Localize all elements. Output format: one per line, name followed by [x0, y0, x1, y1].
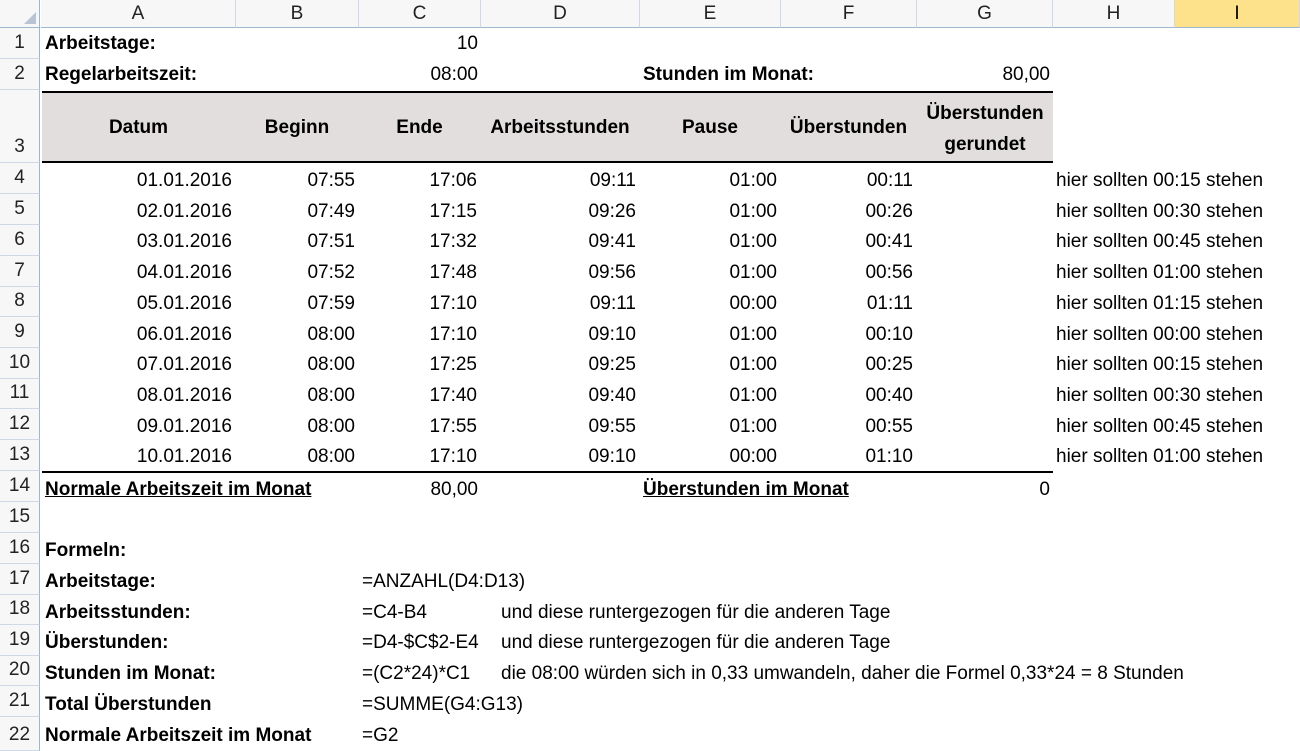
row-header-14[interactable]: 14: [0, 471, 40, 502]
cell-H13[interactable]: hier sollten 01:00 stehen: [1056, 446, 1264, 468]
cell-A2[interactable]: Regelarbeitszeit:: [45, 64, 198, 85]
cell-C20[interactable]: =(C2*24)*C1: [362, 663, 471, 685]
row-header-8[interactable]: 8: [0, 287, 40, 317]
cell-E12[interactable]: 01:00: [729, 415, 777, 437]
cell-B7[interactable]: 07:52: [307, 262, 355, 284]
row-header-9[interactable]: 9: [0, 317, 40, 348]
cell-C17[interactable]: =ANZAHL(D4:D13): [362, 571, 526, 592]
column-header-g[interactable]: G: [917, 0, 1053, 28]
row-header-18[interactable]: 18: [0, 595, 40, 625]
cell-E7[interactable]: 01:00: [729, 262, 777, 284]
cell-C19[interactable]: =D4-$C$2-E4: [362, 632, 479, 654]
cell-D9[interactable]: 09:10: [588, 323, 636, 345]
cell-A1[interactable]: Arbeitstage:: [45, 33, 156, 54]
cell-E10[interactable]: 01:00: [729, 354, 777, 376]
row-header-13[interactable]: 13: [0, 440, 40, 471]
cell-E4[interactable]: 01:00: [729, 170, 777, 191]
cell-C8[interactable]: 17:10: [429, 292, 477, 314]
cell-G14[interactable]: 0: [1039, 479, 1050, 500]
cell-H5[interactable]: hier sollten 00:30 stehen: [1056, 200, 1264, 222]
cell-A22[interactable]: Normale Arbeitszeit im Monat: [45, 724, 312, 746]
cell-E2[interactable]: Stunden im Monat:: [643, 64, 814, 85]
select-all-corner[interactable]: [0, 0, 40, 28]
cell-C13[interactable]: 17:10: [429, 446, 477, 468]
cell-E6[interactable]: 01:00: [729, 231, 777, 253]
cell-E8[interactable]: 00:00: [729, 292, 777, 314]
cell-C9[interactable]: 17:10: [429, 323, 477, 345]
cell-D13[interactable]: 09:10: [588, 446, 636, 468]
cell-A13[interactable]: 10.01.2016: [136, 446, 232, 468]
column-header-b[interactable]: B: [236, 0, 359, 28]
cell-D5[interactable]: 09:26: [588, 200, 636, 222]
row-header-15[interactable]: 15: [0, 502, 40, 533]
cell-H12[interactable]: hier sollten 00:45 stehen: [1056, 415, 1264, 437]
cell-D18[interactable]: und diese runtergezogen für die anderen Tage: [501, 601, 891, 623]
cell-A6[interactable]: 03.01.2016: [136, 231, 232, 253]
header-arbeitsstunden[interactable]: Arbeitsstunden: [490, 117, 630, 138]
row-header-2[interactable]: 2: [0, 59, 40, 90]
cell-A21[interactable]: Total Überstunden: [45, 693, 212, 715]
cell-C1[interactable]: 10: [456, 33, 478, 54]
row-header-7[interactable]: 7: [0, 256, 40, 287]
cell-C7[interactable]: 17:48: [429, 262, 477, 284]
row-header-22[interactable]: 22: [0, 717, 40, 751]
cell-H10[interactable]: hier sollten 00:15 stehen: [1056, 354, 1264, 376]
column-header-c[interactable]: C: [359, 0, 481, 28]
cell-F4[interactable]: 00:11: [866, 170, 913, 191]
cell-D6[interactable]: 09:41: [588, 231, 636, 253]
cell-D11[interactable]: 09:40: [588, 384, 636, 406]
cell-B4[interactable]: 07:55: [307, 170, 355, 191]
cell-A17[interactable]: Arbeitstage:: [45, 571, 156, 592]
row-header-10[interactable]: 10: [0, 348, 40, 379]
cell-H11[interactable]: hier sollten 00:30 stehen: [1056, 384, 1264, 406]
cell-H7[interactable]: hier sollten 01:00 stehen: [1056, 262, 1264, 284]
cell-B8[interactable]: 07:59: [307, 292, 355, 314]
cell-D10[interactable]: 09:25: [588, 354, 636, 376]
column-header-d[interactable]: D: [481, 0, 640, 28]
cell-A5[interactable]: 02.01.2016: [136, 200, 232, 222]
column-header-a[interactable]: A: [41, 0, 236, 28]
cell-E13[interactable]: 00:00: [729, 446, 777, 468]
cell-E5[interactable]: 01:00: [729, 200, 777, 222]
row-header-3[interactable]: 3: [0, 90, 40, 163]
row-header-16[interactable]: 16: [0, 533, 40, 564]
cell-B9[interactable]: 08:00: [307, 323, 355, 345]
row-header-20[interactable]: 20: [0, 656, 40, 686]
cell-A9[interactable]: 06.01.2016: [136, 323, 232, 345]
cell-F9[interactable]: 00:10: [865, 323, 913, 345]
cell-D7[interactable]: 09:56: [588, 262, 636, 284]
cell-C2[interactable]: 08:00: [430, 64, 478, 85]
cell-F8[interactable]: 01:11: [866, 292, 913, 314]
cell-E11[interactable]: 01:00: [729, 384, 777, 406]
cell-A7[interactable]: 04.01.2016: [136, 262, 232, 284]
cell-A19[interactable]: Überstunden:: [45, 632, 169, 654]
cell-F5[interactable]: 00:26: [865, 200, 913, 222]
cell-F7[interactable]: 00:56: [865, 262, 913, 284]
cell-F6[interactable]: 00:41: [865, 231, 913, 253]
cell-F11[interactable]: 00:40: [865, 384, 913, 406]
column-header-i[interactable]: I: [1175, 0, 1300, 28]
cell-H9[interactable]: hier sollten 00:00 stehen: [1056, 323, 1264, 345]
cell-C12[interactable]: 17:55: [429, 415, 477, 437]
cell-F12[interactable]: 00:55: [865, 415, 913, 437]
cell-A18[interactable]: Arbeitsstunden:: [45, 601, 191, 623]
row-header-6[interactable]: 6: [0, 225, 40, 256]
cell-C5[interactable]: 17:15: [429, 200, 477, 222]
header-ende[interactable]: Ende: [396, 117, 443, 138]
cell-A16[interactable]: Formeln:: [45, 540, 127, 561]
cell-B10[interactable]: 08:00: [307, 354, 355, 376]
header-beginn[interactable]: Beginn: [264, 117, 330, 138]
row-header-19[interactable]: 19: [0, 625, 40, 656]
cell-H4[interactable]: hier sollten 00:15 stehen: [1056, 170, 1264, 191]
cell-B12[interactable]: 08:00: [307, 415, 355, 437]
row-header-21[interactable]: 21: [0, 686, 40, 717]
cell-A14[interactable]: Normale Arbeitszeit im Monat: [45, 479, 312, 500]
cell-B13[interactable]: 08:00: [307, 446, 355, 468]
cell-C14[interactable]: 80,00: [430, 479, 478, 500]
cell-C18[interactable]: =C4-B4: [362, 601, 427, 623]
cell-C10[interactable]: 17:25: [429, 354, 477, 376]
row-header-12[interactable]: 12: [0, 409, 40, 440]
cell-B5[interactable]: 07:49: [307, 200, 355, 222]
table-bottom-border: [42, 471, 1053, 473]
cell-A11[interactable]: 08.01.2016: [136, 384, 232, 406]
row-header-4[interactable]: 4: [0, 163, 40, 194]
header-datum[interactable]: Datum: [108, 117, 169, 138]
cell-F13[interactable]: 01:10: [865, 446, 913, 468]
cell-D8[interactable]: 09:11: [589, 292, 636, 314]
cell-D19[interactable]: und diese runtergezogen für die anderen Tage: [501, 632, 891, 654]
cell-A10[interactable]: 07.01.2016: [136, 354, 232, 376]
cell-A20[interactable]: Stunden im Monat:: [45, 663, 216, 685]
cell-C21[interactable]: =SUMME(G4:G13): [362, 693, 524, 715]
cell-D4[interactable]: 09:11: [589, 170, 636, 191]
cell-B6[interactable]: 07:51: [307, 231, 355, 253]
column-header-f[interactable]: F: [781, 0, 917, 28]
cell-D20[interactable]: die 08:00 würden sich in 0,33 umwandeln, daher die Formel 0,33*24 = 8 Stunden: [501, 663, 1184, 685]
header-ueberstunden-gerundet-line2: gerundet: [944, 134, 1026, 155]
cell-E14[interactable]: Überstunden im Monat: [643, 479, 849, 500]
cell-D12[interactable]: 09:55: [588, 415, 636, 437]
row-header-5[interactable]: 5: [0, 194, 40, 225]
cell-G2[interactable]: 80,00: [1002, 64, 1050, 85]
cell-C6[interactable]: 17:32: [429, 231, 477, 253]
cell-A4[interactable]: 01.01.2016: [136, 170, 232, 191]
header-ueberstunden-gerundet-line1[interactable]: Überstunden: [926, 103, 1044, 124]
row-header-11[interactable]: 11: [0, 379, 40, 409]
cell-B11[interactable]: 08:00: [307, 384, 355, 406]
cell-A8[interactable]: 05.01.2016: [136, 292, 232, 314]
cell-H8[interactable]: hier sollten 01:15 stehen: [1056, 292, 1264, 314]
cell-F10[interactable]: 00:25: [865, 354, 913, 376]
cell-C4[interactable]: 17:06: [429, 170, 477, 191]
header-ueberstunden[interactable]: Überstunden: [789, 117, 908, 138]
cell-C11[interactable]: 17:40: [429, 384, 477, 406]
cell-E9[interactable]: 01:00: [729, 323, 777, 345]
column-header-h[interactable]: H: [1053, 0, 1175, 28]
row-header-17[interactable]: 17: [0, 564, 40, 595]
header-pause[interactable]: Pause: [682, 117, 738, 138]
cell-H6[interactable]: hier sollten 00:45 stehen: [1056, 231, 1264, 253]
cell-A12[interactable]: 09.01.2016: [136, 415, 232, 437]
cell-C22[interactable]: =G2: [362, 724, 399, 746]
column-header-e[interactable]: E: [640, 0, 781, 28]
row-header-1[interactable]: 1: [0, 28, 40, 59]
